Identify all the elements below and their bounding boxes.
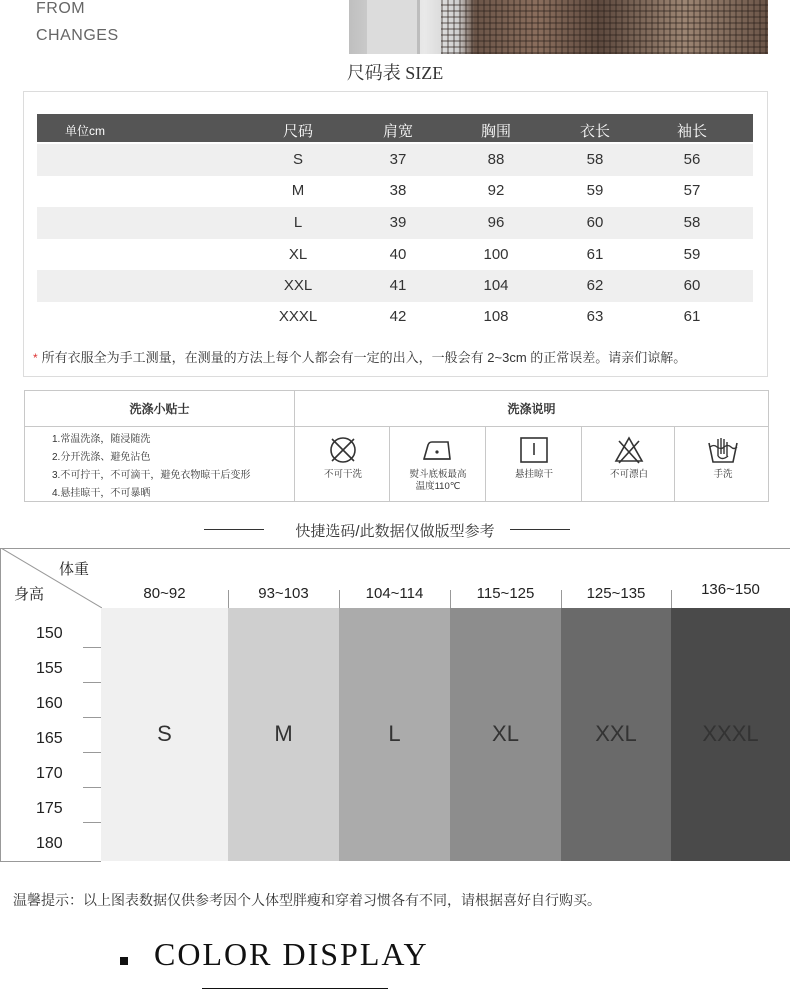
height-axis-label: 身高 bbox=[14, 586, 45, 603]
hand-wash: 手洗 bbox=[675, 435, 771, 481]
size-table-cell: 92 bbox=[487, 182, 505, 199]
height-tick: 165 bbox=[36, 730, 63, 747]
weight-range-label: 93~103 bbox=[258, 585, 309, 602]
header-unit: 单位cm bbox=[65, 124, 105, 138]
size-band bbox=[101, 608, 228, 861]
size-table-row bbox=[37, 270, 753, 302]
size-band bbox=[339, 608, 450, 861]
size-table-cell: 37 bbox=[389, 151, 407, 168]
size-table-cell: 39 bbox=[389, 214, 407, 231]
title-underline bbox=[202, 988, 388, 989]
weight-axis-label: 体重 bbox=[59, 561, 90, 578]
washing-instructions-header: 洗涤说明 bbox=[294, 391, 769, 427]
height-column bbox=[0, 608, 101, 862]
size-table-row bbox=[37, 144, 753, 176]
quick-pick-title: 快捷选码/此数据仅做版型参考 bbox=[295, 523, 495, 540]
washing-tip: 3.不可拧干，不可滴干，避免衣物晾干后变形 bbox=[52, 470, 251, 481]
weight-range-label: 136~150 bbox=[701, 581, 760, 598]
size-table-cell: S bbox=[292, 151, 303, 168]
size-band bbox=[671, 608, 790, 861]
washing-tips-header: 洗涤小贴士 bbox=[25, 391, 294, 427]
iron-icon bbox=[420, 435, 456, 465]
no-dry-clean-icon bbox=[327, 435, 359, 465]
size-band-label: XXL bbox=[595, 721, 637, 746]
size-band-label: L bbox=[388, 721, 401, 746]
size-table-cell: 58 bbox=[586, 151, 604, 168]
size-table-cell: 62 bbox=[586, 277, 604, 294]
size-table-row bbox=[37, 207, 753, 239]
size-table-cell: M bbox=[291, 182, 305, 199]
title-dash-right bbox=[510, 529, 570, 530]
size-table-cell: 41 bbox=[389, 277, 407, 294]
washing-panel bbox=[24, 390, 769, 502]
size-table-cell: 58 bbox=[683, 214, 701, 231]
size-table-cell: 96 bbox=[487, 214, 505, 231]
note-text: 所有衣服全为手工测量，在测量的方法上每个人都会有一定的出入，一般会有 2~3cm 的正常误差。请亲们谅解。 bbox=[41, 350, 687, 365]
height-tick: 150 bbox=[36, 625, 63, 642]
height-tick: 155 bbox=[36, 660, 63, 677]
size-table-cell: 61 bbox=[586, 246, 604, 263]
size-band bbox=[561, 608, 671, 861]
note-star: * bbox=[33, 351, 38, 365]
weight-range-label: 125~135 bbox=[586, 585, 646, 602]
size-table-cell: 56 bbox=[683, 151, 701, 168]
color-bullet-icon bbox=[120, 957, 128, 965]
weight-range-label: 104~114 bbox=[365, 585, 424, 602]
no-bleach-icon bbox=[613, 435, 645, 465]
washing-tips-list bbox=[52, 431, 250, 503]
size-table-cell: XXXL bbox=[278, 308, 318, 325]
size-band bbox=[450, 608, 561, 861]
color-display-title: COLOR DISPLAY bbox=[154, 936, 429, 972]
no-dry-clean: 不可干洗 bbox=[295, 435, 391, 481]
size-band bbox=[228, 608, 339, 861]
size-table-cell: 59 bbox=[586, 182, 604, 199]
size-table-header bbox=[37, 114, 753, 142]
height-tick: 170 bbox=[36, 765, 63, 782]
grid-corner bbox=[0, 548, 101, 608]
size-table-cell: 60 bbox=[683, 277, 701, 294]
height-tick: 180 bbox=[36, 835, 63, 852]
size-table-cell: 61 bbox=[683, 308, 701, 325]
size-table-cell: L bbox=[293, 214, 303, 231]
washing-tip: 4.悬挂晾干，不可暴晒 bbox=[52, 488, 151, 499]
size-table-cell: 59 bbox=[683, 246, 701, 263]
size-table-row bbox=[37, 239, 753, 271]
banner-text-from: FROM bbox=[36, 0, 86, 17]
no-bleach: 不可漂白 bbox=[581, 435, 677, 481]
header-chest: 胸围 bbox=[480, 123, 511, 140]
size-table-cell: 60 bbox=[586, 214, 604, 231]
size-table-cell: 108 bbox=[483, 308, 509, 325]
size-table-cell: 38 bbox=[389, 182, 407, 199]
size-table-cell: 40 bbox=[389, 246, 407, 263]
size-picker-grid bbox=[0, 548, 790, 862]
weight-range-label: 115~125 bbox=[476, 585, 535, 602]
size-table-cell: XXL bbox=[283, 277, 313, 294]
size-table-cell: 100 bbox=[483, 246, 509, 263]
hang-dry: 悬挂晾干 bbox=[486, 435, 582, 481]
measurement-note bbox=[33, 347, 686, 366]
hang-dry-icon bbox=[519, 435, 549, 465]
size-band-label: XXXL bbox=[702, 721, 759, 746]
size-table-row bbox=[37, 175, 753, 207]
product-photo bbox=[349, 0, 768, 54]
height-tick: 175 bbox=[36, 800, 63, 817]
size-table-cell: 104 bbox=[483, 277, 509, 294]
size-band-label: S bbox=[157, 721, 172, 746]
washing-tip: 2.分开洗涤、避免沾色 bbox=[52, 452, 151, 463]
hand-wash-icon bbox=[706, 435, 740, 465]
size-chart-title: 尺码表 SIZE bbox=[346, 63, 444, 83]
size-table-cell: 63 bbox=[586, 308, 604, 325]
weight-range-label: 80~92 bbox=[143, 585, 186, 602]
iron: 熨斗底板最高 温度110℃ bbox=[390, 435, 486, 493]
reference-tip: 温馨提示：以上图表数据仅供参考因个人体型胖瘦和穿着习惯各有不同，请根据喜好自行购买。 bbox=[13, 893, 601, 909]
size-table-row bbox=[37, 301, 753, 333]
banner-text-changes: CHANGES bbox=[36, 27, 119, 44]
size-band-label: XL bbox=[492, 721, 519, 746]
header-sleeve: 袖长 bbox=[676, 123, 707, 140]
size-table-cell: 42 bbox=[389, 308, 407, 325]
height-tick: 160 bbox=[36, 695, 63, 712]
header-size: 尺码 bbox=[282, 123, 313, 140]
header-length: 衣长 bbox=[579, 123, 610, 140]
washing-tip: 1.常温洗涤，随浸随洗 bbox=[52, 434, 151, 445]
size-table-cell: 88 bbox=[487, 151, 505, 168]
size-table-cell: XL bbox=[288, 246, 308, 263]
header-shoulder: 肩宽 bbox=[382, 123, 413, 140]
size-band-label: M bbox=[274, 721, 293, 746]
size-table-cell: 57 bbox=[683, 182, 701, 199]
